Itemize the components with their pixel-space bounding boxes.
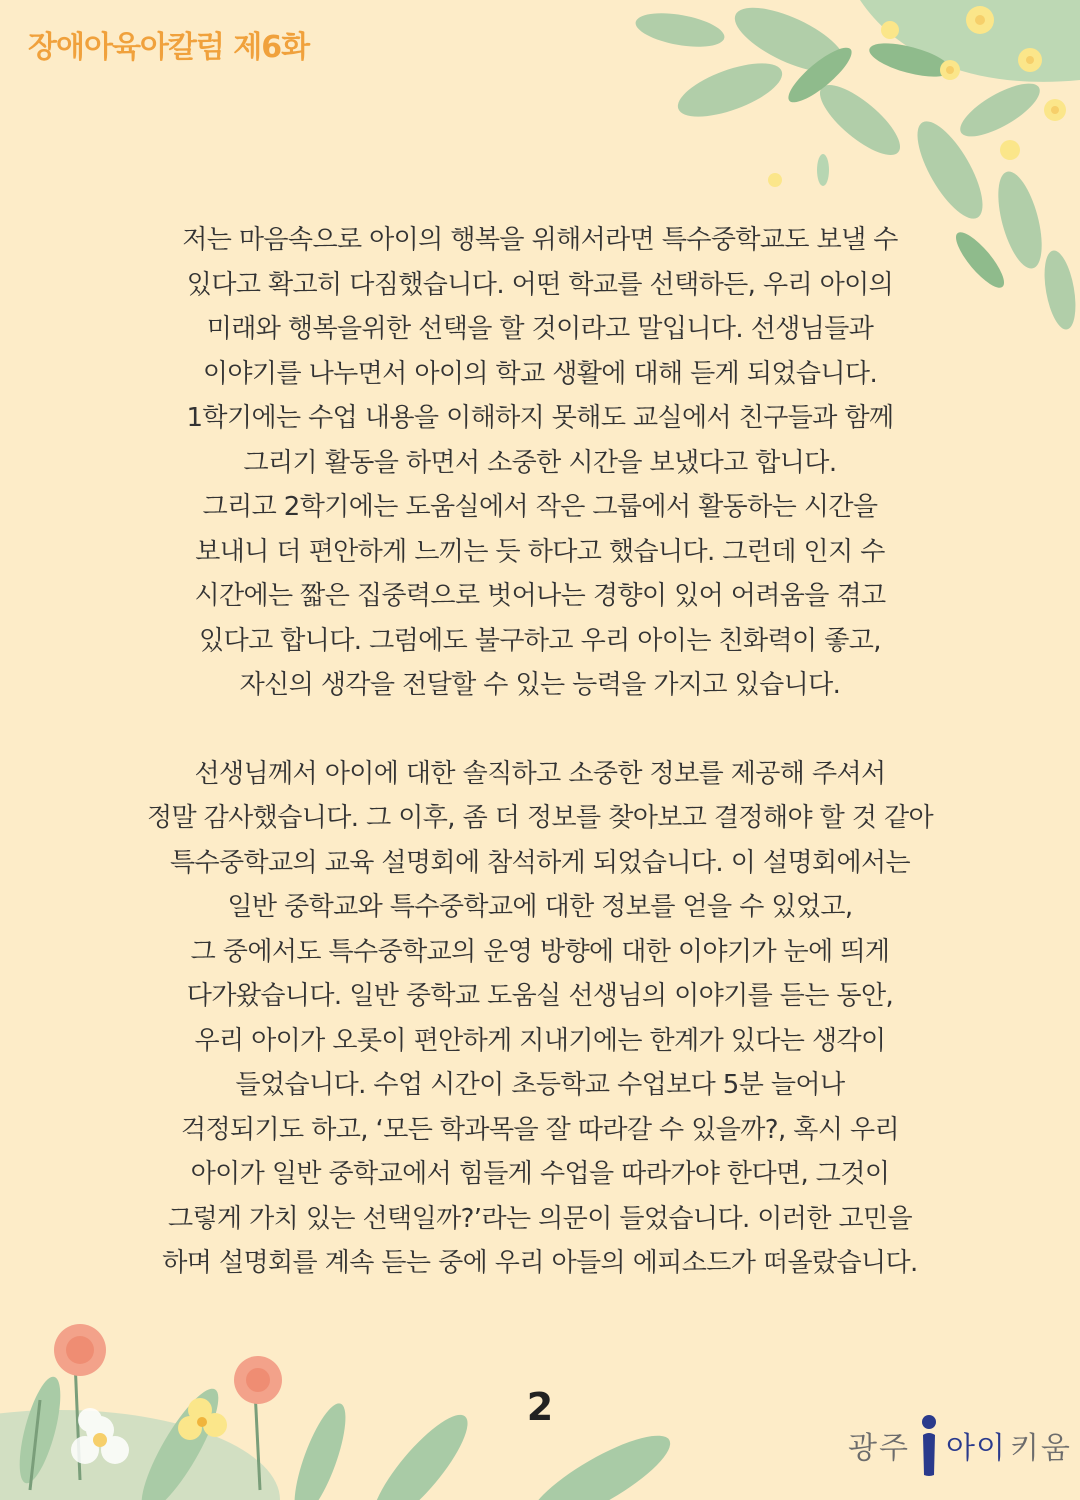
- text-line: 그리고 2학기에는 도움실에서 작은 그룹에서 활동하는 시간을: [202, 492, 878, 522]
- page-number: 2: [526, 1385, 554, 1429]
- text-line: 특수중학교의 교육 설명회에 참석하게 되었습니다. 이 설명회에서는: [169, 847, 911, 878]
- text-line: 있다고 합니다. 그럼에도 불구하고 우리 아이는 친화력이 좋고,: [199, 625, 881, 656]
- paragraph: [0, 218, 1080, 708]
- text-line: 그리기 활동을 하면서 소중한 시간을 보냈다고 합니다.: [243, 447, 837, 478]
- column-body: [0, 218, 1080, 1286]
- text-line: 저는 마음속으로 아이의 행복을 위해서라면 특수중학교도 보낼 수: [182, 225, 898, 255]
- paragraph-gap: [0, 708, 1080, 752]
- series-title: 장애아육아칼럼 제6화: [28, 30, 310, 65]
- text-line: 우리 아이가 오롯이 편안하게 지내기에는 한계가 있다는 생각이: [194, 1025, 886, 1056]
- text-line: 자신의 생각을 전달할 수 있는 능력을 가지고 있습니다.: [239, 670, 841, 700]
- logo-text-ai: 아이: [945, 1431, 1006, 1466]
- text-line: 미래와 행복을위한 선택을 할 것이라고 말입니다. 선생님들과: [206, 314, 874, 344]
- text-line: 다가왔습니다. 일반 중학교 도움실 선생님의 이야기를 듣는 동안,: [186, 981, 894, 1011]
- text-line: 있다고 확고히 다짐했습니다. 어떤 학교를 선택하든, 우리 아이의: [186, 269, 894, 300]
- text-line: 보내니 더 편안하게 느끼는 듯 하다고 했습니다. 그런데 인지 수: [195, 536, 885, 567]
- paragraph: [0, 752, 1080, 1286]
- text-line: 일반 중학교와 특수중학교에 대한 정보를 얻을 수 있었고,: [227, 892, 853, 922]
- text-line: 하며 설명회를 계속 듣는 중에 우리 아들의 에피소드가 떠올랐습니다.: [162, 1248, 918, 1278]
- logo-text-kium: 키움: [1009, 1431, 1072, 1466]
- text-line: 시간에는 짧은 집중력으로 벗어나는 경향이 있어 어려움을 겪고: [194, 581, 886, 611]
- text-line: 정말 감사했습니다. 그 이후, 좀 더 정보를 찾아보고 결정해야 할 것 같아: [146, 803, 934, 833]
- text-line: 그렇게 가치 있는 선택일까?’라는 의문이 들었습니다. 이러한 고민을: [167, 1203, 913, 1234]
- person-i-icon: [914, 1413, 944, 1477]
- brand-logo: [848, 1410, 1072, 1480]
- text-line: 그 중에서도 특수중학교의 운영 방향에 대한 이야기가 눈에 띄게: [190, 936, 890, 967]
- text-line: 이야기를 나누면서 아이의 학교 생활에 대해 듣게 되었습니다.: [202, 358, 878, 389]
- text-line: 아이가 일반 중학교에서 힘들게 수업을 따라가야 한다면, 그것이: [190, 1159, 890, 1189]
- text-line: 1학기에는 수업 내용을 이해하지 못해도 교실에서 친구들과 함께: [186, 403, 894, 433]
- flower-decoration-bottom: [0, 1280, 700, 1500]
- text-line: 걱정되기도 하고, ‘모든 학과목을 잘 따라갈 수 있을까?, 혹시 우리: [180, 1114, 900, 1145]
- text-line: 선생님께서 아이에 대한 솔직하고 소중한 정보를 제공해 주셔서: [194, 758, 886, 789]
- text-line: 들었습니다. 수업 시간이 초등학교 수업보다 5분 늘어나: [235, 1070, 845, 1100]
- logo-text-gwangju: 광주: [848, 1431, 910, 1466]
